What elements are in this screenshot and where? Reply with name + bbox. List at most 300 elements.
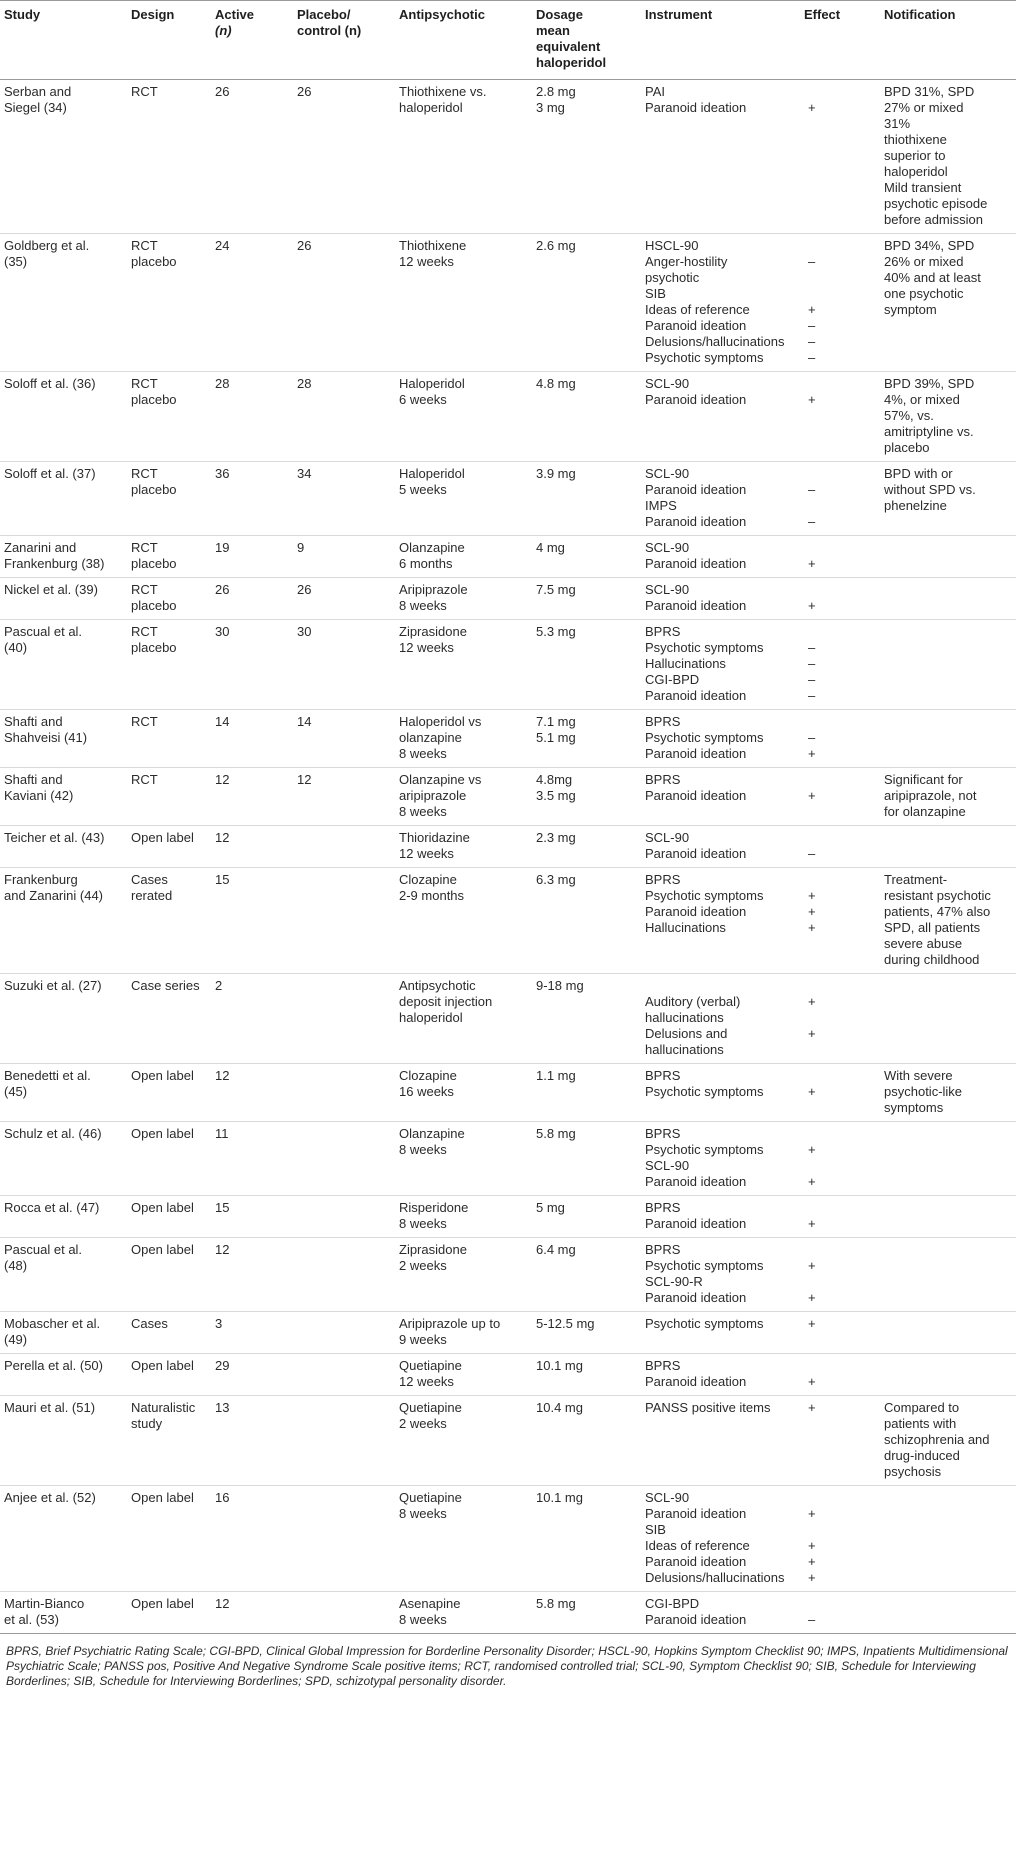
cell-study <box>0 1592 127 1634</box>
cell-antipsychotic-line: 8 weeks <box>399 1216 447 1231</box>
cell-antipsychotic-line: 8 weeks <box>399 1142 447 1157</box>
cell-active <box>211 462 293 536</box>
cell-study <box>0 1196 127 1238</box>
cell-antipsychotic <box>395 462 532 536</box>
cell-placebo <box>293 372 395 462</box>
cell-placebo-value: 26 <box>297 238 312 253</box>
cell-antipsychotic-line: 2 weeks <box>399 1258 447 1273</box>
cell-dosage-line: 7.1 mg <box>536 714 576 729</box>
cell-effect-line: – <box>808 482 816 497</box>
cell-effect <box>800 710 880 768</box>
cell-effect-line: + <box>808 1316 816 1331</box>
header-dosage-line: Dosage <box>536 7 583 22</box>
cell-design-line: Open label <box>131 1490 194 1505</box>
cell-instrument-line: BPRS <box>645 714 681 729</box>
cell-instrument <box>641 974 800 1064</box>
cell-effect-line <box>804 1522 876 1538</box>
cell-design <box>127 234 211 372</box>
cell-antipsychotic <box>395 620 532 710</box>
cell-dosage-line: 5-12.5 mg <box>536 1316 595 1331</box>
table-footnote: BPRS, Brief Psychiatric Rating Scale; CGI-BPD, Clinical Global Impression for Borderline Personality Disorder; HSCL-90, Hopkins Symptom Checklist 90; IMPS, Inpatients Multidimensional Psychiatric Scale; PANSS pos, Positive And Negative Syndrome Scale positive items; RCT, randomised controlled trial; SCL-90, Symptom Checklist 90; SIB, Schedule for Interviewing Borderlines; SIB, Schedule for Interviewing Borderlines; SPD, schizotypal personality disorder. <box>6 1644 1008 1688</box>
cell-design-line: Open label <box>131 1358 194 1373</box>
cell-instrument-line: Delusions/hallucinations <box>645 334 785 349</box>
cell-instrument-line: SIB <box>645 1522 666 1537</box>
cell-instrument-line: Psychotic symptoms <box>645 1084 764 1099</box>
cell-dosage-line: 10.1 mg <box>536 1490 583 1505</box>
cell-effect-line <box>804 978 876 994</box>
cell-active <box>211 1354 293 1396</box>
cell-notification <box>880 80 1016 234</box>
cell-antipsychotic-line: Ziprasidone <box>399 1242 467 1257</box>
cell-dosage-line: 5 mg <box>536 1200 565 1215</box>
cell-study <box>0 372 127 462</box>
cell-instrument-line: Paranoid ideation <box>645 788 747 803</box>
cell-instrument-line: BPRS <box>645 1200 681 1215</box>
table-body <box>0 80 1016 1634</box>
cell-notification-line: symptom <box>884 302 937 317</box>
cell-antipsychotic-line: Asenapine <box>399 1596 461 1611</box>
cell-active-value: 2 <box>215 978 223 993</box>
cell-notification-line: psychotic-like <box>884 1084 963 1099</box>
cell-study <box>0 234 127 372</box>
cell-antipsychotic-line: 2-9 months <box>399 888 465 903</box>
table-row <box>0 1196 1016 1238</box>
cell-antipsychotic-line: Aripiprazole up to <box>399 1316 501 1331</box>
cell-effect <box>800 826 880 868</box>
header-dosage <box>532 1 641 80</box>
cell-design <box>127 1196 211 1238</box>
cell-antipsychotic-line: Haloperidol <box>399 466 465 481</box>
cell-instrument-line: Hallucinations <box>645 920 726 935</box>
cell-active-value: 26 <box>215 84 230 99</box>
cell-antipsychotic-line: 9 weeks <box>399 1332 447 1347</box>
table-row <box>0 1238 1016 1312</box>
cell-effect-line: – <box>808 1612 816 1627</box>
cell-dosage-line: 9-18 mg <box>536 978 584 993</box>
cell-instrument-line: PANSS positive items <box>645 1400 771 1415</box>
cell-placebo-value: 26 <box>297 84 312 99</box>
cell-antipsychotic <box>395 1396 532 1486</box>
cell-dosage <box>532 826 641 868</box>
cell-placebo <box>293 1312 395 1354</box>
cell-instrument-line: Paranoid ideation <box>645 556 747 571</box>
cell-study-line: Nickel et al. (39) <box>4 582 98 597</box>
cell-study-line: Frankenburg (38) <box>4 556 105 571</box>
cell-antipsychotic-line: 12 weeks <box>399 640 454 655</box>
table-row <box>0 1122 1016 1196</box>
cell-design-line: RCT <box>131 540 158 555</box>
cell-notification <box>880 1064 1016 1122</box>
cell-design <box>127 536 211 578</box>
cell-dosage-line: 3.5 mg <box>536 788 576 803</box>
cell-dosage-line: 4.8mg <box>536 772 573 787</box>
cell-instrument-line: Paranoid ideation <box>645 1290 747 1305</box>
cell-instrument-line: Paranoid ideation <box>645 1554 747 1569</box>
cell-instrument-line: SCL-90 <box>645 830 690 845</box>
cell-design <box>127 462 211 536</box>
cell-effect-line: + <box>808 1084 816 1099</box>
cell-effect-line <box>804 624 876 640</box>
cell-antipsychotic-line: Thiothixene vs. <box>399 84 487 99</box>
cell-dosage <box>532 768 641 826</box>
cell-instrument-line: Paranoid ideation <box>645 1506 747 1521</box>
cell-antipsychotic <box>395 536 532 578</box>
cell-effect-line <box>804 830 876 846</box>
cell-placebo <box>293 1396 395 1486</box>
cell-design-line: placebo <box>131 556 177 571</box>
table-row <box>0 1592 1016 1634</box>
cell-notification <box>880 826 1016 868</box>
cell-dosage-line: 7.5 mg <box>536 582 576 597</box>
header-effect: Effect <box>800 1 880 80</box>
cell-antipsychotic-line: 6 weeks <box>399 392 447 407</box>
cell-study <box>0 620 127 710</box>
cell-effect-line: + <box>808 746 816 761</box>
cell-effect <box>800 974 880 1064</box>
cell-design-line: RCT <box>131 84 158 99</box>
cell-placebo-value <box>297 978 391 994</box>
cell-instrument <box>641 710 800 768</box>
cell-design-line: Open label <box>131 1126 194 1141</box>
cell-antipsychotic-line: 12 weeks <box>399 846 454 861</box>
cell-notification-line: symptoms <box>884 1100 944 1115</box>
cell-design-line: RCT <box>131 376 158 391</box>
cell-effect <box>800 372 880 462</box>
cell-antipsychotic-line: 12 weeks <box>399 1374 454 1389</box>
cell-design-line: Cases <box>131 1316 168 1331</box>
cell-effect-line <box>804 714 876 730</box>
cell-effect-line: – <box>808 672 816 687</box>
cell-instrument-line: SCL-90 <box>645 1158 690 1173</box>
cell-antipsychotic-line: haloperidol <box>399 1010 463 1025</box>
cell-effect-line <box>804 84 876 100</box>
cell-instrument-line: SCL-90 <box>645 466 690 481</box>
cell-design <box>127 578 211 620</box>
cell-effect-line <box>804 270 876 286</box>
cell-effect-line <box>804 1068 876 1084</box>
cell-instrument-line: SCL-90 <box>645 1490 690 1505</box>
header-design: Design <box>127 1 211 80</box>
cell-study <box>0 974 127 1064</box>
cell-antipsychotic <box>395 372 532 462</box>
cell-notification-line: 26% or mixed <box>884 254 964 269</box>
cell-notification-line: BPD 31%, SPD <box>884 84 975 99</box>
cell-placebo-value: 34 <box>297 466 312 481</box>
cell-antipsychotic <box>395 1592 532 1634</box>
cell-effect-line: + <box>808 888 816 903</box>
cell-active <box>211 1238 293 1312</box>
cell-placebo-value: 14 <box>297 714 312 729</box>
cell-effect-line: – <box>808 350 816 365</box>
cell-effect-line: + <box>808 1216 816 1231</box>
cell-notification-line: Mild transient <box>884 180 962 195</box>
cell-notification <box>880 1354 1016 1396</box>
cell-instrument-line: Paranoid ideation <box>645 514 747 529</box>
cell-instrument-line: Psychotic symptoms <box>645 888 764 903</box>
cell-notification <box>880 974 1016 1064</box>
cell-active-value: 11 <box>215 1126 229 1141</box>
cell-design-line: Open label <box>131 1596 194 1611</box>
cell-design <box>127 1122 211 1196</box>
cell-instrument-line: psychotic <box>645 270 700 285</box>
cell-notification-line: drug-induced <box>884 1448 960 1463</box>
cell-antipsychotic <box>395 1122 532 1196</box>
cell-instrument <box>641 1486 800 1592</box>
cell-effect-line: + <box>808 598 816 613</box>
cell-effect <box>800 1486 880 1592</box>
cell-instrument-line: Paranoid ideation <box>645 1216 747 1231</box>
cell-design-line: RCT <box>131 238 158 253</box>
cell-study-line: (49) <box>4 1332 28 1347</box>
cell-active-value: 12 <box>215 1242 230 1257</box>
cell-placebo-value: 12 <box>297 772 312 787</box>
cell-placebo-value <box>297 830 391 846</box>
cell-dosage-line: 10.4 mg <box>536 1400 583 1415</box>
cell-notification <box>880 1196 1016 1238</box>
cell-notification-line: patients, 47% also <box>884 904 991 919</box>
cell-effect-line <box>804 1242 876 1258</box>
cell-antipsychotic-line: 8 weeks <box>399 1506 447 1521</box>
cell-antipsychotic <box>395 868 532 974</box>
cell-active <box>211 578 293 620</box>
cell-antipsychotic-line: 2 weeks <box>399 1416 447 1431</box>
cell-active-value: 12 <box>215 830 230 845</box>
cell-effect-line: + <box>808 1142 816 1157</box>
cell-effect-line: – <box>808 334 816 349</box>
table-row <box>0 80 1016 234</box>
cell-placebo-value <box>297 1358 391 1374</box>
cell-notification-line: 40% and at least <box>884 270 981 285</box>
cell-notification-line: thiothixene <box>884 132 947 147</box>
table-row <box>0 1486 1016 1592</box>
cell-effect-line: – <box>808 318 816 333</box>
cell-effect <box>800 462 880 536</box>
cell-effect-line: + <box>808 1290 816 1305</box>
cell-antipsychotic-line: 16 weeks <box>399 1084 454 1099</box>
cell-notification <box>880 1238 1016 1312</box>
cell-antipsychotic-line: 6 months <box>399 556 453 571</box>
cell-notification-line: haloperidol <box>884 164 948 179</box>
cell-study-line: and Zanarini (44) <box>4 888 103 903</box>
cell-instrument-line: Delusions and <box>645 1026 728 1041</box>
cell-dosage <box>532 80 641 234</box>
cell-effect-line: + <box>808 100 816 115</box>
cell-instrument-line: Paranoid ideation <box>645 482 747 497</box>
cell-design <box>127 1592 211 1634</box>
cell-effect-line <box>804 1042 876 1058</box>
cell-dosage-line: 5.3 mg <box>536 624 576 639</box>
cell-study <box>0 1238 127 1312</box>
cell-design <box>127 1064 211 1122</box>
cell-instrument-line: Paranoid ideation <box>645 100 747 115</box>
cell-notification <box>880 234 1016 372</box>
header-active <box>211 1 293 80</box>
cell-instrument-line: BPRS <box>645 1242 681 1257</box>
cell-active-value: 12 <box>215 1596 230 1611</box>
cell-study <box>0 536 127 578</box>
cell-dosage-line: 3.9 mg <box>536 466 576 481</box>
cell-placebo <box>293 536 395 578</box>
cell-instrument <box>641 1122 800 1196</box>
cell-instrument-line: Paranoid ideation <box>645 746 747 761</box>
cell-design-line: placebo <box>131 482 177 497</box>
cell-study <box>0 826 127 868</box>
cell-placebo-value: 30 <box>297 624 312 639</box>
cell-design-line: placebo <box>131 640 177 655</box>
cell-study-line: Teicher et al. (43) <box>4 830 105 845</box>
cell-study-line: Soloff et al. (36) <box>4 376 96 391</box>
cell-design <box>127 1486 211 1592</box>
cell-instrument-line: Paranoid ideation <box>645 392 747 407</box>
cell-active <box>211 372 293 462</box>
header-active-line: Active <box>215 7 255 22</box>
table-row <box>0 826 1016 868</box>
cell-study-line: Serban and <box>4 84 72 99</box>
cell-notification-line: without SPD vs. <box>884 482 976 497</box>
cell-effect-line: + <box>808 1026 816 1041</box>
cell-instrument-line: SCL-90 <box>645 376 690 391</box>
cell-effect-line <box>804 540 876 556</box>
cell-design <box>127 372 211 462</box>
cell-active <box>211 1486 293 1592</box>
header-placebo-line2: control (n) <box>297 23 362 38</box>
cell-placebo-value <box>297 1126 391 1142</box>
cell-study-line: Pascual et al. <box>4 1242 83 1257</box>
cell-study-line: Shafti and <box>4 714 63 729</box>
cell-antipsychotic-line: Antipsychotic <box>399 978 476 993</box>
table-row <box>0 620 1016 710</box>
cell-notification-line: 4%, or mixed <box>884 392 960 407</box>
cell-study-line: Goldberg et al. <box>4 238 90 253</box>
cell-instrument-line: PAI <box>645 84 665 99</box>
cell-design <box>127 80 211 234</box>
cell-effect-line: – <box>808 846 816 861</box>
cell-active <box>211 1122 293 1196</box>
cell-study-line: (48) <box>4 1258 28 1273</box>
cell-study-line: Martin-Bianco <box>4 1596 85 1611</box>
cell-notification <box>880 536 1016 578</box>
cell-design-line: Open label <box>131 1200 194 1215</box>
cell-instrument-line: SCL-90-R <box>645 1274 703 1289</box>
cell-placebo <box>293 1592 395 1634</box>
cell-effect <box>800 1396 880 1486</box>
cell-placebo <box>293 1122 395 1196</box>
cell-antipsychotic-line: 5 weeks <box>399 482 447 497</box>
cell-dosage <box>532 868 641 974</box>
cell-placebo-value <box>297 1490 391 1506</box>
cell-effect <box>800 578 880 620</box>
cell-study-line: Rocca et al. (47) <box>4 1200 100 1215</box>
cell-antipsychotic-line: 8 weeks <box>399 746 447 761</box>
cell-antipsychotic-line: 8 weeks <box>399 1612 447 1627</box>
cell-placebo-value: 28 <box>297 376 312 391</box>
cell-effect <box>800 1312 880 1354</box>
header-dosage-line: mean <box>536 23 570 38</box>
cell-antipsychotic-line: haloperidol <box>399 100 463 115</box>
cell-notification-line: schizophrenia and <box>884 1432 990 1447</box>
cell-placebo <box>293 768 395 826</box>
cell-design-line: Cases <box>131 872 168 887</box>
cell-effect <box>800 1354 880 1396</box>
cell-effect-line: + <box>808 994 816 1009</box>
cell-antipsychotic <box>395 80 532 234</box>
cell-effect-line: + <box>808 1538 816 1553</box>
cell-effect-line <box>804 1158 876 1174</box>
cell-antipsychotic <box>395 826 532 868</box>
cell-instrument-line: Anger-hostility <box>645 254 728 269</box>
cell-instrument-line: Ideas of reference <box>645 302 750 317</box>
cell-effect <box>800 1064 880 1122</box>
cell-study-line: Shafti and <box>4 772 63 787</box>
cell-notification-line: Significant for <box>884 772 963 787</box>
cell-dosage-line: 5.1 mg <box>536 730 576 745</box>
cell-instrument-line: CGI-BPD <box>645 1596 700 1611</box>
cell-active-value: 29 <box>215 1358 230 1373</box>
cell-dosage-line: 5.8 mg <box>536 1126 576 1141</box>
cell-instrument-line: BPRS <box>645 772 681 787</box>
cell-dosage-line: 4.8 mg <box>536 376 576 391</box>
cell-effect <box>800 234 880 372</box>
cell-antipsychotic-line: Quetiapine <box>399 1358 462 1373</box>
cell-notification-line: severe abuse <box>884 936 963 951</box>
cell-active-value: 3 <box>215 1316 223 1331</box>
cell-effect-line: – <box>808 640 816 655</box>
cell-effect-line: – <box>808 514 816 529</box>
cell-instrument <box>641 868 800 974</box>
cell-instrument <box>641 372 800 462</box>
table-row <box>0 1064 1016 1122</box>
cell-instrument-line: Psychotic symptoms <box>645 1258 764 1273</box>
cell-instrument-line: SCL-90 <box>645 540 690 555</box>
cell-effect <box>800 620 880 710</box>
cell-effect-line <box>804 582 876 598</box>
cell-instrument <box>641 536 800 578</box>
cell-effect-line <box>804 772 876 788</box>
cell-instrument-line: Paranoid ideation <box>645 318 747 333</box>
cell-placebo-value <box>297 1400 391 1416</box>
cell-dosage-line: 2.8 mg <box>536 84 576 99</box>
cell-study-line: Shahveisi (41) <box>4 730 88 745</box>
cell-notification-line: aripiprazole, not <box>884 788 977 803</box>
cell-notification-line: psychotic episode <box>884 196 988 211</box>
cell-design-line: study <box>131 1416 163 1431</box>
header-row <box>0 1 1016 80</box>
cell-antipsychotic-line: Haloperidol <box>399 376 465 391</box>
cell-active <box>211 620 293 710</box>
cell-effect-line: + <box>808 392 816 407</box>
cell-effect-line <box>804 238 876 254</box>
cell-notification <box>880 1592 1016 1634</box>
cell-instrument <box>641 1592 800 1634</box>
cell-instrument-line: SCL-90 <box>645 582 690 597</box>
cell-notification-line: patients with <box>884 1416 957 1431</box>
cell-active <box>211 868 293 974</box>
cell-active-value: 15 <box>215 1200 230 1215</box>
cell-study-line: Mauri et al. (51) <box>4 1400 96 1415</box>
cell-notification-line: psychosis <box>884 1464 942 1479</box>
cell-dosage <box>532 462 641 536</box>
cell-design-line: RCT <box>131 582 158 597</box>
cell-design-line: RCT <box>131 624 158 639</box>
cell-study-line: (35) <box>4 254 28 269</box>
cell-instrument-line: Paranoid ideation <box>645 1174 747 1189</box>
cell-placebo <box>293 578 395 620</box>
cell-notification-line: one psychotic <box>884 286 964 301</box>
cell-dosage <box>532 1354 641 1396</box>
cell-study-line: Soloff et al. (37) <box>4 466 96 481</box>
cell-design-line: placebo <box>131 598 177 613</box>
cell-antipsychotic-line: olanzapine <box>399 730 462 745</box>
